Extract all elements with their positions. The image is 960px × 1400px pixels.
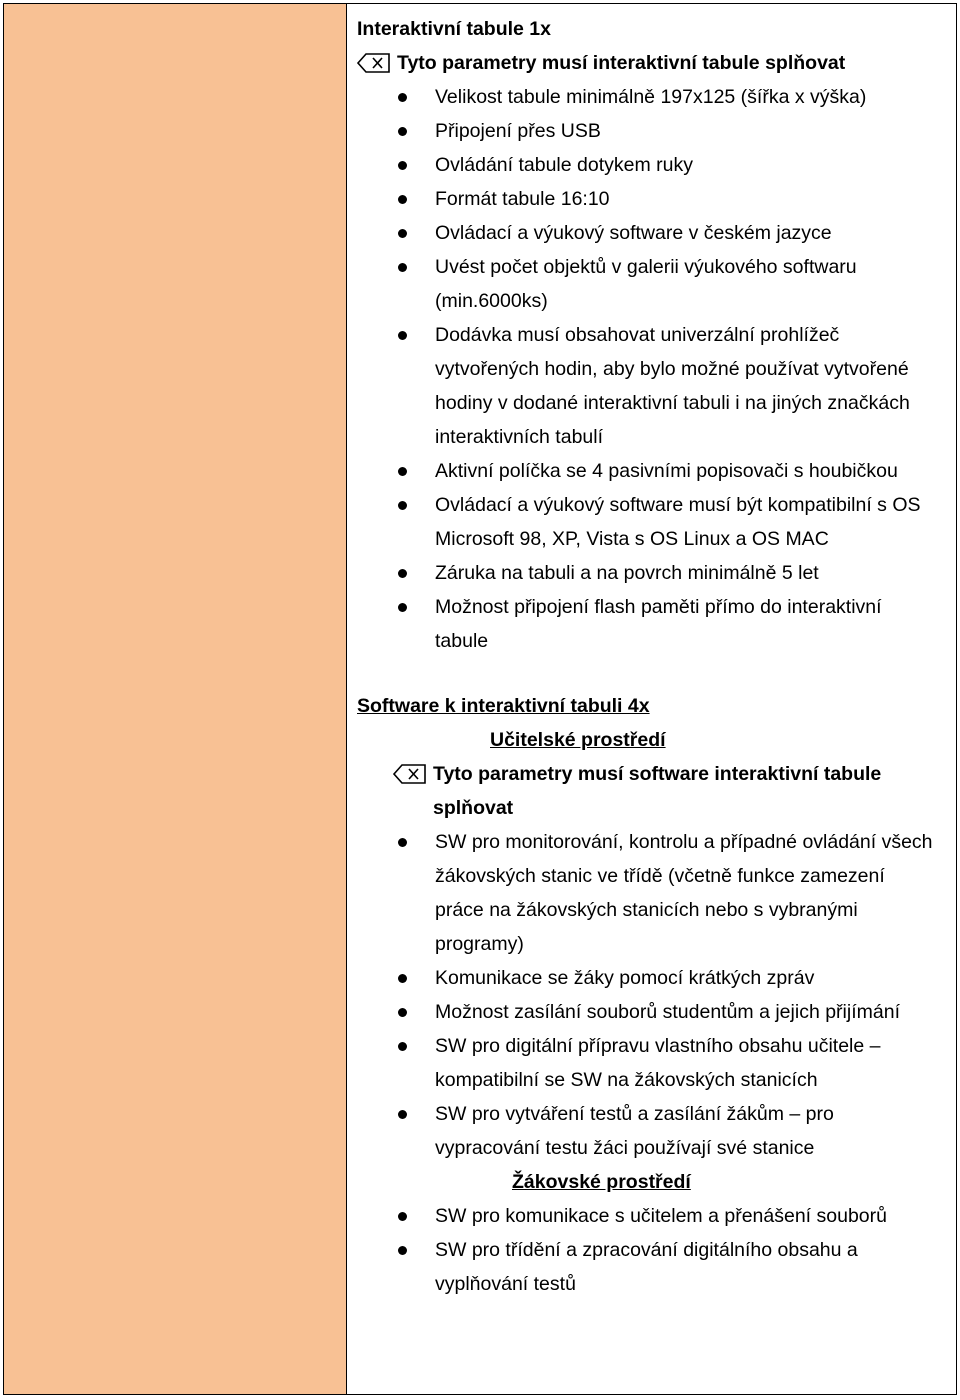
bullet-icon (398, 1008, 407, 1017)
list-item: Komunikace se žáky pomocí krátkých zpráv (357, 961, 946, 995)
bullet-icon (398, 1246, 407, 1255)
section-spacer (357, 658, 946, 689)
list-item: Aktivní políčka se 4 pasivními popisovači s houbičkou (357, 454, 946, 488)
list-item: Velikost tabule minimálně 197x125 (šířka x výška) (357, 80, 946, 114)
check-box-arrow-icon (393, 757, 433, 791)
bullet-icon (398, 127, 407, 136)
list-item: Uvést počet objektů v galerii výukového softwaru (min.6000ks) (357, 250, 946, 318)
bullet-icon (398, 569, 407, 578)
student-env-heading: Žákovské prostředí (512, 1171, 691, 1193)
section2-title: Software k interaktivní tabuli 4x (357, 695, 650, 717)
list-item: Formát tabule 16:10 (357, 182, 946, 216)
bullet-icon (398, 93, 407, 102)
list-item: Možnost zasílání souborů studentům a jejich přijímání (357, 995, 946, 1029)
spec-content-cell (347, 4, 956, 1394)
section1-title: Interaktivní tabule 1x (357, 18, 551, 40)
list-item: Ovládání tabule dotykem ruky (357, 148, 946, 182)
bullet-icon (398, 331, 407, 340)
bullet-icon (398, 467, 407, 476)
list-item: SW pro vytváření testů a zasílání žákům – pro vypracování testu žáci používají své stanice (357, 1097, 946, 1165)
teacher-env-heading: Učitelské prostředí (490, 729, 666, 751)
list-item: Dodávka musí obsahovat univerzální prohlížeč vytvořených hodin, aby bylo možné používat vytvořené hodiny v dodané interaktivní tabuli i na jiných značkách interaktivních tabulí (357, 318, 946, 454)
list-item: Ovládací a výukový software v českém jazyce (357, 216, 946, 250)
requirement-text: Tyto parametry musí software interaktivní tabule splňovat (433, 763, 882, 819)
bullet-icon (398, 501, 407, 510)
list-item: SW pro třídění a zpracování digitálního obsahu a vyplňování testů (357, 1233, 946, 1301)
bullet-icon (398, 161, 407, 170)
section2-requirement (357, 757, 946, 825)
list-item: Záruka na tabuli a na povrch minimálně 5 let (357, 556, 946, 590)
bullet-icon (398, 974, 407, 983)
requirement-text: Tyto parametry musí interaktivní tabule splňovat (397, 52, 846, 74)
bullet-icon (398, 195, 407, 204)
section1-requirement (357, 46, 946, 80)
bullet-icon (398, 1110, 407, 1119)
bullet-icon (398, 603, 407, 612)
list-item: SW pro komunikace s učitelem a přenášení souborů (357, 1199, 946, 1233)
check-box-arrow-icon (357, 46, 397, 80)
teacher-list (357, 825, 946, 1165)
list-item: SW pro monitorování, kontrolu a případné ovládání všech žákovských stanic ve třídě (včetně funkce zamezení práce na žákovských stanicích nebo s vybranými programy) (357, 825, 946, 961)
left-shaded-cell (4, 4, 347, 1394)
bullet-icon (398, 263, 407, 272)
spec-table (3, 3, 957, 1395)
bullet-icon (398, 1212, 407, 1221)
student-list (357, 1199, 946, 1301)
list-item: SW pro digitální přípravu vlastního obsahu učitele – kompatibilní se SW na žákovských stanicích (357, 1029, 946, 1097)
bullet-icon (398, 838, 407, 847)
section1-list (357, 80, 946, 658)
bullet-icon (398, 229, 407, 238)
list-item: Připojení přes USB (357, 114, 946, 148)
bullet-icon (398, 1042, 407, 1051)
list-item: Možnost připojení flash paměti přímo do interaktivní tabule (357, 590, 946, 658)
list-item: Ovládací a výukový software musí být kompatibilní s OS Microsoft 98, XP, Vista s OS Linux a OS MAC (357, 488, 946, 556)
